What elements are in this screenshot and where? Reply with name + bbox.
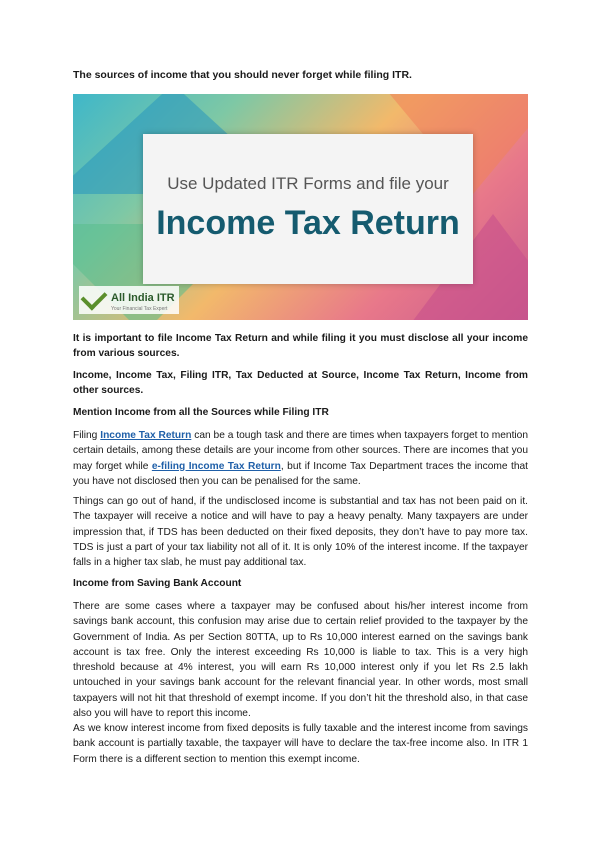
banner-subtitle: Use Updated ITR Forms and file your xyxy=(167,174,449,193)
e-filing-link[interactable]: e-filing Income Tax Return xyxy=(151,460,281,472)
document-title: The sources of income that you should never forget while filing ITR. xyxy=(73,69,412,81)
paragraph-fixed-deposits: As we know interest income from fixed deposits is fully taxable and the interest income from savings bank account is partially taxable, the taxpayer will have to declare the tax-free income also. In ITR 1 Form there is a different section to mention this exempt income. xyxy=(73,723,528,765)
keywords-paragraph: Income, Income Tax, Filing ITR, Tax Deducted at Source, Income Tax Return, Income from other sources. xyxy=(73,370,528,397)
brand-name: All India ITR xyxy=(111,292,175,304)
paragraph-savings-interest: There are some cases where a taxpayer may be confused about his/her interest income from savings bank account, this confusion may arise due to certain relief provided to the taxpayer by the Government of India. As per Section 80TTA, up to Rs 10,000 interest earned on the savings bank account is tax free. Only the interest exceeding Rs 10,000 is liable to tax. This is a very high threshold because at 4% interest, you will earn Rs 10,000 interest only if you let Rs 2.5 lakh untouched in your savings bank account for the relevant financial year. In other words, most small taxpayers will not hit that threshold of exempt income. If you don’t hit the threshold also, in that case also you will have to report this income. xyxy=(73,601,528,720)
intro-paragraph: It is important to file Income Tax Return and while filing it you must disclose all your income from various sources. xyxy=(73,333,528,360)
banner-card xyxy=(143,134,473,284)
brand-logo xyxy=(79,286,179,314)
checkmark-icon xyxy=(81,284,108,311)
paragraph-filing: Filing Income Tax Return can be a tough task and there are times when taxpayers forget to mention certain details, among these details are your income from other sources. There are incomes that you may forget while e-filing Income Tax Return, but if Income Tax Department traces the income that you have not disclosed then you can be penalised for the same. xyxy=(73,430,528,487)
section-heading-savings: Income from Saving Bank Account xyxy=(73,578,242,589)
banner-image xyxy=(73,94,528,320)
income-tax-return-link[interactable]: Income Tax Return xyxy=(100,430,192,441)
paragraph-undisclosed-income: Things can go out of hand, if the undisclosed income is substantial and tax has not been paid on it. The taxpayer will receive a notice and will have to pay a heavy penalty. Many taxpayers are under impression that, if TDS has been deducted on their fixed deposits, they don’t have to pay more tax. TDS is just a part of your tax liability not all of it. It is only 10% of the interest income. If the taxpayer falls in a higher tax slab, he must pay additional tax. xyxy=(73,496,528,569)
section-heading-sources: Mention Income from all the Sources while Filing ITR xyxy=(73,407,329,418)
brand-tagline: Your Financial Tax Expert xyxy=(111,306,168,312)
banner-title: Income Tax Return xyxy=(156,204,460,242)
